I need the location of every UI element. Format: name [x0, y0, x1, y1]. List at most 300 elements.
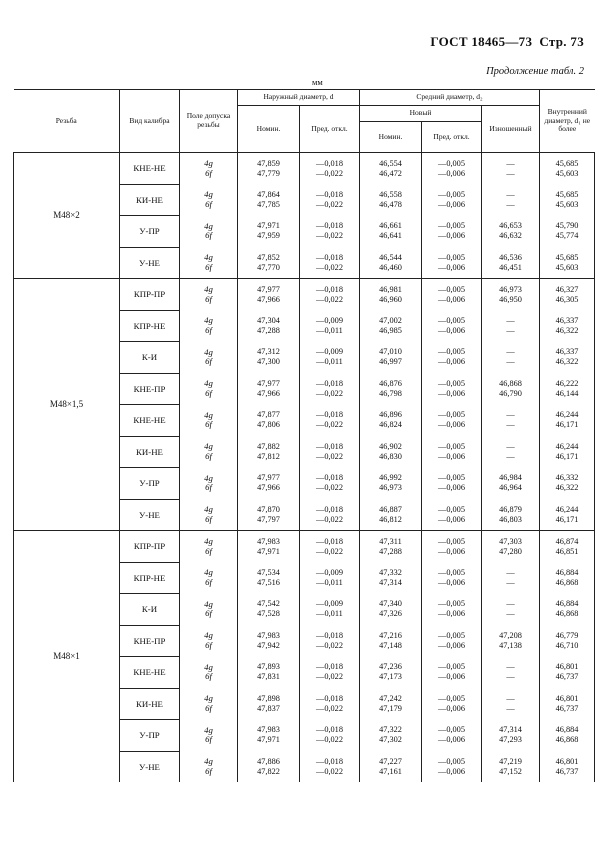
inner-diameter-value: 46,244 [555, 410, 579, 420]
mean-deviation-value: —0,005 [438, 284, 465, 294]
mean-nominal-value: 47,314 [379, 577, 402, 587]
outer-nominal-cell [238, 594, 300, 626]
mean-deviation-value: —0,005 [438, 221, 465, 231]
mean-nominal-cell [360, 405, 422, 437]
worn-cell [482, 562, 540, 594]
mean-nominal-value: 47,332 [379, 567, 402, 577]
gauge-type-cell: КНЕ-НЕ [120, 153, 180, 185]
inner-diameter-value: 46,144 [555, 388, 579, 398]
mean-nominal-value: 46,641 [379, 231, 402, 241]
gauge-type-cell: КИ-НЕ [120, 436, 180, 468]
mean-deviation-value: —0,005 [438, 504, 465, 514]
tolerance-field-cell [180, 436, 238, 468]
outer-deviation-value: —0,022 [316, 735, 343, 745]
inner-diameter-value: 46,884 [555, 567, 579, 577]
outer-nominal-value: 47,528 [257, 609, 280, 619]
outer-deviation-cell [300, 153, 360, 185]
tolerance-field-value: 4g [204, 724, 213, 735]
mean-nominal-value: 47,340 [379, 599, 402, 609]
col-outer-deviation: Пред. откл. [300, 106, 360, 153]
inner-diameter-cell [540, 499, 595, 531]
mean-deviation-value: —0,006 [438, 294, 465, 304]
inner-diameter-value: 45,603 [555, 262, 579, 272]
outer-nominal-cell [238, 153, 300, 185]
tolerance-field-value: 4g [204, 441, 213, 452]
tolerance-field-cell [180, 751, 238, 782]
mean-nominal-value: 46,558 [379, 189, 402, 199]
outer-nominal-value: 47,983 [257, 630, 280, 640]
mean-nominal-cell [360, 279, 422, 311]
outer-nominal-cell [238, 688, 300, 720]
mean-nominal-value: 46,985 [379, 325, 402, 335]
outer-deviation-cell [300, 279, 360, 311]
worn-cell [482, 751, 540, 782]
worn-value: — [506, 199, 515, 209]
outer-nominal-cell [238, 373, 300, 405]
outer-nominal-cell [238, 625, 300, 657]
tolerance-field-value: 4g [204, 630, 213, 641]
outer-deviation-value: —0,009 [316, 347, 343, 357]
tolerance-field-value: 4g [204, 158, 213, 168]
tolerance-field-cell [180, 373, 238, 405]
outer-deviation-value: —0,018 [316, 441, 343, 451]
worn-value: 46,984 [499, 473, 522, 483]
mean-deviation-cell [422, 468, 482, 500]
inner-diameter-cell [540, 436, 595, 468]
outer-nominal-cell [238, 499, 300, 531]
tolerance-field-value: 6f [205, 513, 212, 524]
outer-nominal-value: 47,859 [257, 158, 280, 168]
inner-diameter-cell [540, 531, 595, 563]
inner-diameter-cell [540, 468, 595, 500]
worn-value: — [506, 577, 515, 587]
units-label: мм [312, 77, 323, 87]
worn-cell [482, 279, 540, 311]
mean-nominal-cell [360, 153, 422, 185]
inner-diameter-value: 46,244 [555, 504, 579, 514]
outer-nominal-cell [238, 751, 300, 782]
table-row [14, 531, 595, 563]
tolerance-field-value: 4g [204, 756, 213, 766]
outer-deviation-value: —0,018 [316, 504, 343, 514]
worn-cell [482, 247, 540, 279]
gauge-type-cell: КПР-ПР [120, 279, 180, 311]
outer-nominal-value: 47,542 [257, 599, 280, 609]
mean-deviation-value: —0,005 [438, 756, 465, 766]
mean-nominal-value: 46,812 [379, 514, 402, 524]
outer-nominal-value: 47,983 [257, 536, 280, 546]
inner-diameter-cell [540, 657, 595, 689]
inner-diameter-cell [540, 720, 595, 752]
outer-nominal-value: 47,977 [257, 284, 280, 294]
outer-nominal-value: 47,770 [257, 262, 280, 272]
mean-nominal-value: 46,544 [379, 252, 402, 262]
inner-diameter-value: 46,322 [555, 483, 579, 493]
outer-deviation-value: —0,018 [316, 410, 343, 420]
worn-value: 47,314 [499, 725, 522, 735]
mean-deviation-value: —0,006 [438, 325, 465, 335]
worn-cell [482, 184, 540, 216]
mean-deviation-value: —0,006 [438, 609, 465, 619]
mean-deviation-cell [422, 625, 482, 657]
outer-nominal-value: 47,288 [257, 325, 280, 335]
outer-nominal-value: 47,779 [257, 168, 280, 178]
worn-value: 47,293 [499, 735, 522, 745]
inner-diameter-value: 46,868 [555, 735, 579, 745]
mean-deviation-cell [422, 531, 482, 563]
inner-diameter-value: 46,244 [555, 441, 579, 451]
outer-nominal-value: 47,877 [257, 410, 280, 420]
tolerance-field-value: 4g [204, 567, 213, 578]
mean-nominal-cell [360, 720, 422, 752]
outer-deviation-value: —0,011 [316, 609, 343, 619]
outer-deviation-value: —0,022 [316, 262, 343, 272]
worn-value: — [506, 168, 515, 178]
tolerance-field-value: 6f [205, 671, 212, 682]
col-outer-diameter: Наружный диаметр, d [238, 90, 360, 106]
mean-nominal-value: 47,216 [379, 630, 402, 640]
worn-value: 46,868 [499, 378, 522, 388]
tolerance-field-value: 4g [204, 536, 213, 546]
inner-diameter-cell [540, 153, 595, 185]
outer-nominal-cell [238, 436, 300, 468]
gauge-type-cell: К-И [120, 594, 180, 626]
inner-diameter-cell [540, 216, 595, 248]
mean-deviation-value: —0,005 [438, 189, 465, 199]
mean-deviation-cell [422, 594, 482, 626]
outer-deviation-cell [300, 216, 360, 248]
thread-label: М48×2 [14, 153, 120, 279]
worn-value: 47,280 [499, 546, 522, 556]
outer-nominal-value: 47,870 [257, 504, 280, 514]
mean-nominal-cell [360, 499, 422, 531]
tolerance-field-value: 6f [205, 608, 212, 619]
outer-deviation-value: —0,022 [316, 514, 343, 524]
outer-deviation-value: —0,018 [316, 693, 343, 703]
mean-nominal-value: 47,173 [379, 672, 402, 682]
tolerance-field-value: 6f [205, 450, 212, 461]
inner-diameter-value: 46,305 [555, 294, 579, 304]
outer-deviation-cell [300, 499, 360, 531]
gauge-type-cell: У-ПР [120, 468, 180, 500]
tolerance-field-cell [180, 310, 238, 342]
worn-value: 47,303 [499, 536, 522, 546]
mean-nominal-value: 47,326 [379, 609, 402, 619]
mean-deviation-value: —0,006 [438, 388, 465, 398]
mean-nominal-value: 46,876 [379, 378, 402, 388]
outer-nominal-value: 47,977 [257, 473, 280, 483]
mean-deviation-cell [422, 153, 482, 185]
inner-diameter-value: 46,801 [555, 662, 579, 672]
gauge-type-cell: КПР-ПР [120, 531, 180, 563]
worn-value: — [506, 325, 515, 335]
mean-nominal-cell [360, 594, 422, 626]
inner-diameter-cell [540, 688, 595, 720]
mean-nominal-cell [360, 562, 422, 594]
worn-cell [482, 688, 540, 720]
outer-deviation-value: —0,018 [316, 473, 343, 483]
mean-nominal-value: 47,002 [379, 315, 402, 325]
gauge-type-cell: У-ПР [120, 216, 180, 248]
outer-nominal-value: 47,312 [257, 347, 280, 357]
thread-label: М48×1,5 [14, 279, 120, 531]
col-inner-diameter: Внутренний диаметр, d₁ не более [540, 90, 595, 153]
thread-label: М48×1 [14, 531, 120, 783]
worn-cell [482, 342, 540, 374]
outer-deviation-cell [300, 373, 360, 405]
outer-deviation-cell [300, 562, 360, 594]
mean-deviation-value: —0,005 [438, 567, 465, 577]
outer-nominal-cell [238, 247, 300, 279]
outer-nominal-value: 47,971 [257, 221, 280, 231]
worn-value: 46,879 [499, 504, 522, 514]
worn-value: — [506, 662, 515, 672]
inner-diameter-value: 46,710 [555, 640, 579, 650]
mean-deviation-value: —0,006 [438, 640, 465, 650]
outer-nominal-value: 47,812 [257, 451, 280, 461]
worn-cell [482, 657, 540, 689]
outer-nominal-cell [238, 657, 300, 689]
mean-nominal-value: 46,661 [379, 221, 402, 231]
inner-diameter-cell [540, 594, 595, 626]
mean-deviation-value: —0,005 [438, 252, 465, 262]
tolerance-field-value: 4g [204, 315, 213, 326]
mean-nominal-cell [360, 657, 422, 689]
outer-deviation-value: —0,009 [316, 599, 343, 609]
inner-diameter-value: 45,774 [555, 231, 579, 241]
tolerance-field-cell [180, 468, 238, 500]
tolerance-field-cell [180, 657, 238, 689]
tolerance-field-value: 6f [205, 324, 212, 335]
mean-nominal-value: 46,824 [379, 420, 402, 430]
inner-diameter-value: 46,868 [555, 609, 579, 619]
inner-diameter-cell [540, 247, 595, 279]
outer-deviation-value: —0,022 [316, 546, 343, 556]
outer-deviation-value: —0,022 [316, 294, 343, 304]
tolerance-field-cell [180, 531, 238, 563]
mean-deviation-cell [422, 720, 482, 752]
outer-deviation-value: —0,022 [316, 451, 343, 461]
mean-deviation-value: —0,005 [438, 315, 465, 325]
worn-cell [482, 720, 540, 752]
outer-nominal-value: 47,977 [257, 378, 280, 388]
outer-nominal-value: 47,959 [257, 231, 280, 241]
mean-nominal-value: 47,148 [379, 640, 402, 650]
tolerance-field-value: 4g [204, 252, 213, 262]
worn-cell [482, 499, 540, 531]
mean-deviation-cell [422, 279, 482, 311]
mean-nominal-cell [360, 184, 422, 216]
tolerance-field-cell [180, 562, 238, 594]
outer-nominal-value: 47,886 [257, 756, 280, 766]
gauge-type-cell: К-И [120, 342, 180, 374]
outer-deviation-value: —0,018 [316, 630, 343, 640]
inner-diameter-value: 46,884 [555, 599, 579, 609]
mean-deviation-value: —0,006 [438, 483, 465, 493]
tolerance-field-cell [180, 594, 238, 626]
mean-deviation-cell [422, 436, 482, 468]
inner-diameter-value: 46,779 [555, 630, 579, 640]
gauge-type-cell: КИ-НЕ [120, 184, 180, 216]
mean-nominal-cell [360, 468, 422, 500]
mean-deviation-value: —0,005 [438, 473, 465, 483]
outer-deviation-value: —0,022 [316, 231, 343, 241]
outer-nominal-value: 47,966 [257, 483, 280, 493]
inner-diameter-cell [540, 405, 595, 437]
tolerance-field-value: 4g [204, 346, 213, 357]
worn-cell [482, 436, 540, 468]
worn-value: 46,973 [499, 284, 522, 294]
outer-nominal-value: 47,806 [257, 420, 280, 430]
outer-nominal-value: 47,966 [257, 294, 280, 304]
mean-nominal-cell [360, 342, 422, 374]
mean-deviation-cell [422, 184, 482, 216]
inner-diameter-cell [540, 310, 595, 342]
tolerance-field-value: 6f [205, 387, 212, 398]
worn-value: 47,138 [499, 640, 522, 650]
outer-deviation-value: —0,018 [316, 189, 343, 199]
outer-deviation-value: —0,011 [316, 357, 343, 367]
mean-deviation-value: —0,006 [438, 168, 465, 178]
inner-diameter-value: 46,851 [555, 546, 579, 556]
mean-nominal-cell [360, 751, 422, 782]
tolerance-field-value: 6f [205, 639, 212, 650]
outer-deviation-value: —0,022 [316, 640, 343, 650]
mean-deviation-value: —0,006 [438, 577, 465, 587]
worn-value: 46,964 [499, 483, 522, 493]
mean-deviation-value: —0,005 [438, 693, 465, 703]
worn-value: 47,208 [499, 630, 522, 640]
mean-deviation-cell [422, 657, 482, 689]
worn-value: — [506, 347, 515, 357]
inner-diameter-cell [540, 625, 595, 657]
outer-nominal-value: 47,304 [257, 315, 280, 325]
mean-deviation-cell [422, 247, 482, 279]
outer-nominal-value: 47,983 [257, 725, 280, 735]
mean-nominal-value: 46,472 [379, 168, 402, 178]
outer-nominal-value: 47,831 [257, 672, 280, 682]
tolerance-field-cell [180, 688, 238, 720]
mean-deviation-value: —0,006 [438, 703, 465, 713]
outer-deviation-value: —0,018 [316, 284, 343, 294]
inner-diameter-value: 46,801 [555, 693, 579, 703]
mean-deviation-value: —0,005 [438, 441, 465, 451]
mean-nominal-value: 46,902 [379, 441, 402, 451]
mean-nominal-cell [360, 310, 422, 342]
tolerance-field-value: 4g [204, 378, 213, 389]
worn-cell [482, 405, 540, 437]
outer-deviation-value: —0,018 [316, 662, 343, 672]
col-mean-nominal: Номин. [360, 122, 422, 153]
mean-deviation-value: —0,006 [438, 672, 465, 682]
mean-deviation-value: —0,005 [438, 630, 465, 640]
gauge-type-cell: КНЕ-ПР [120, 373, 180, 405]
mean-deviation-value: —0,006 [438, 199, 465, 209]
mean-deviation-cell [422, 405, 482, 437]
gauge-type-cell: КНЕ-НЕ [120, 405, 180, 437]
outer-deviation-cell [300, 436, 360, 468]
mean-nominal-value: 46,973 [379, 483, 402, 493]
mean-nominal-value: 46,992 [379, 473, 402, 483]
mean-deviation-value: —0,005 [438, 410, 465, 420]
outer-deviation-cell [300, 405, 360, 437]
worn-value: 46,653 [499, 221, 522, 231]
worn-value: — [506, 315, 515, 325]
worn-value: — [506, 420, 515, 430]
worn-value: — [506, 451, 515, 461]
outer-deviation-value: —0,018 [316, 725, 343, 735]
inner-diameter-value: 45,685 [555, 252, 579, 262]
worn-cell [482, 153, 540, 185]
inner-diameter-value: 46,737 [555, 672, 579, 682]
gauge-type-cell: КПР-НЕ [120, 562, 180, 594]
mean-deviation-value: —0,006 [438, 262, 465, 272]
worn-value: — [506, 158, 515, 168]
inner-diameter-value: 46,737 [555, 703, 579, 713]
outer-deviation-value: —0,011 [316, 577, 343, 587]
tolerance-field-cell [180, 405, 238, 437]
inner-diameter-value: 46,884 [555, 725, 579, 735]
outer-nominal-value: 47,966 [257, 388, 280, 398]
inner-diameter-cell [540, 342, 595, 374]
outer-deviation-value: —0,018 [316, 221, 343, 231]
outer-deviation-cell [300, 688, 360, 720]
mean-nominal-value: 47,311 [379, 536, 402, 546]
gauge-type-cell: У-ПР [120, 720, 180, 752]
outer-deviation-value: —0,022 [316, 388, 343, 398]
outer-deviation-value: —0,022 [316, 766, 343, 776]
tolerance-field-cell [180, 499, 238, 531]
outer-nominal-value: 47,516 [257, 577, 280, 587]
inner-diameter-value: 46,171 [555, 420, 579, 430]
tolerance-field-value: 4g [204, 220, 213, 231]
worn-value: 46,950 [499, 294, 522, 304]
outer-nominal-cell [238, 310, 300, 342]
tolerance-field-value: 4g [204, 409, 213, 420]
mean-nominal-cell [360, 531, 422, 563]
mean-nominal-value: 46,896 [379, 410, 402, 420]
mean-nominal-value: 47,227 [379, 756, 402, 766]
worn-value: 46,632 [499, 231, 522, 241]
worn-value: — [506, 599, 515, 609]
tolerance-field-value: 6f [205, 230, 212, 241]
mean-deviation-value: —0,005 [438, 725, 465, 735]
mean-nominal-value: 46,554 [379, 158, 402, 168]
inner-diameter-value: 46,332 [555, 473, 579, 483]
mean-deviation-cell [422, 751, 482, 782]
col-mean-deviation: Пред. откл. [422, 122, 482, 153]
mean-nominal-value: 47,161 [379, 766, 402, 776]
tolerance-field-cell [180, 153, 238, 185]
outer-deviation-value: —0,022 [316, 483, 343, 493]
inner-diameter-value: 46,874 [555, 536, 579, 546]
table-continuation-label: Продолжение табл. 2 [486, 66, 584, 77]
mean-nominal-value: 47,242 [379, 693, 402, 703]
mean-deviation-value: —0,005 [438, 378, 465, 388]
tolerance-field-value: 4g [204, 693, 213, 704]
tolerance-field-value: 4g [204, 189, 213, 200]
col-worn: Изношенный [482, 106, 540, 153]
mean-nominal-value: 46,981 [379, 284, 402, 294]
gauge-type-cell: КНЕ-ПР [120, 625, 180, 657]
inner-diameter-value: 46,737 [555, 766, 579, 776]
outer-nominal-value: 47,797 [257, 514, 280, 524]
inner-diameter-value: 45,603 [555, 199, 579, 209]
gauge-type-cell: КНЕ-НЕ [120, 657, 180, 689]
worn-value: 47,219 [499, 756, 522, 766]
col-mean-diameter: Средний диаметр, d₂ [360, 90, 540, 106]
tolerance-field-cell [180, 279, 238, 311]
